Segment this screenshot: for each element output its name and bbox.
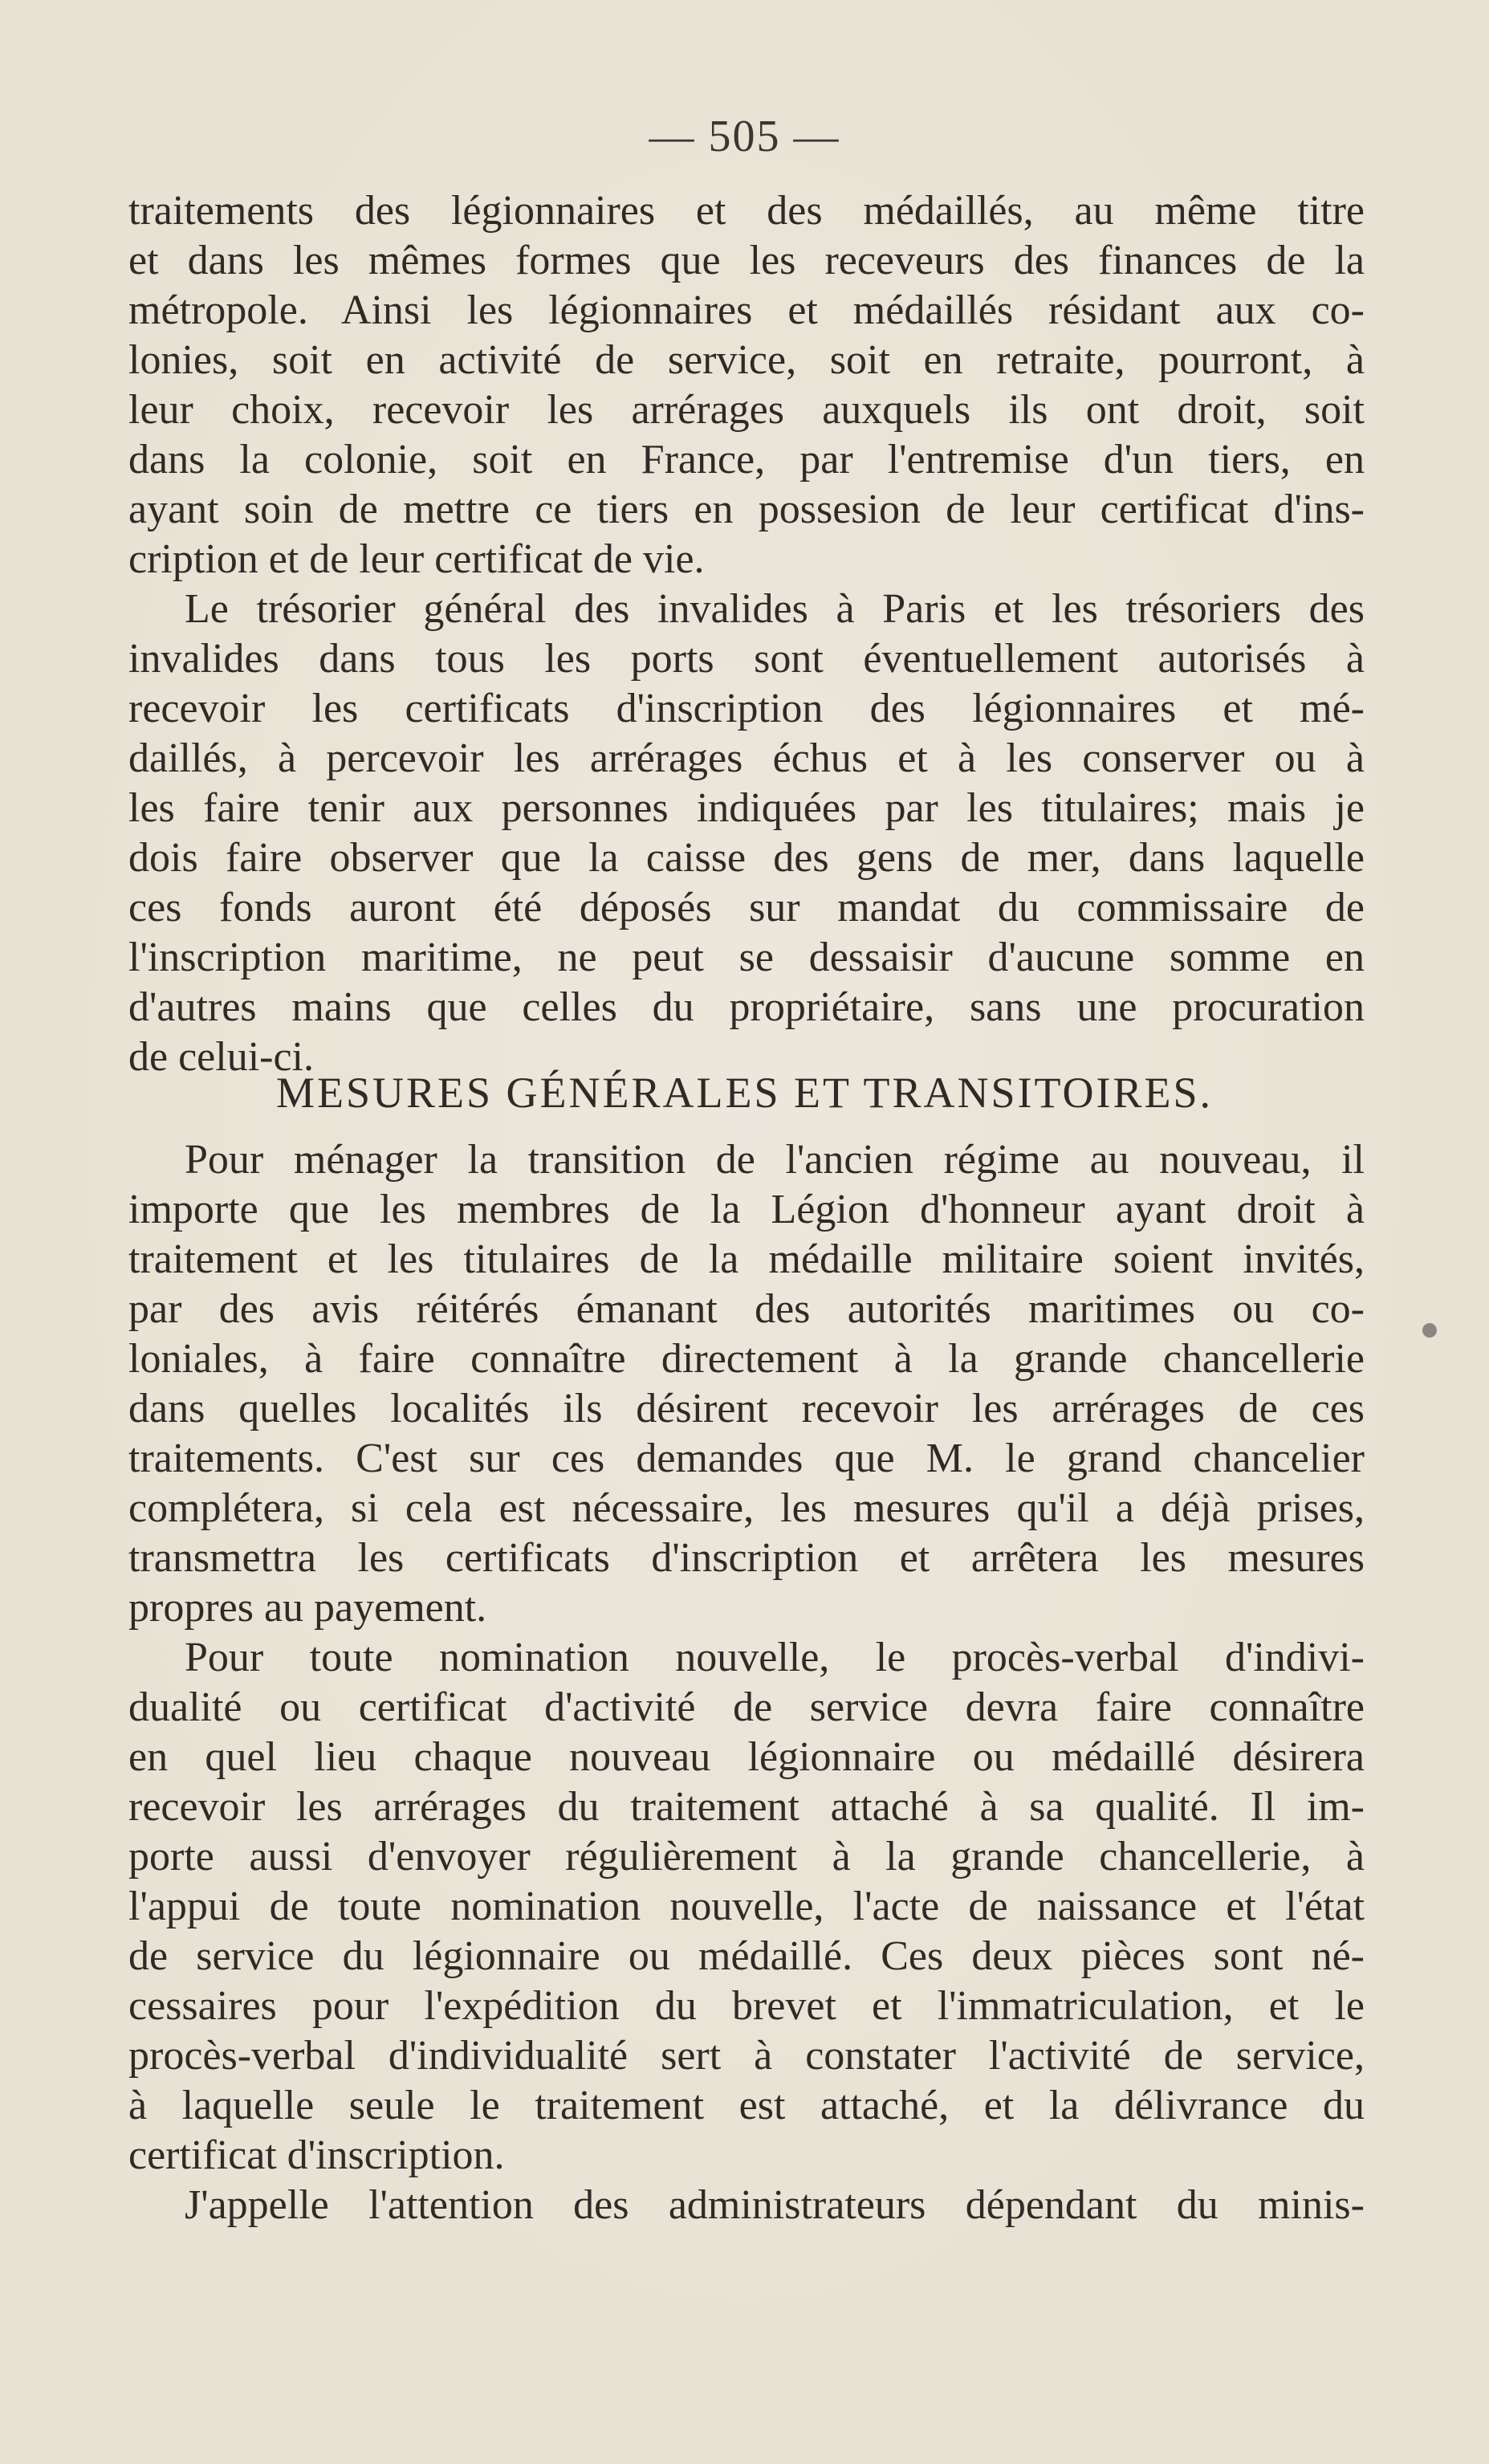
text-line: lonies, soit en activité de service, soit en retraite, pourront, à xyxy=(128,337,1365,383)
text-line: par des avis réitérés émanant des autorités maritimes ou co- xyxy=(128,1286,1365,1332)
text-line: daillés, à percevoir les arrérages échus et à les conserver ou à xyxy=(128,735,1365,781)
text-line: Pour ménager la transition de l'ancien régime au nouveau, il xyxy=(185,1137,1365,1183)
text-line: leur choix, recevoir les arrérages auxquels ils ont droit, soit xyxy=(128,387,1365,433)
text-line: l'inscription maritime, ne peut se dessaisir d'aucune somme en xyxy=(128,935,1365,980)
text-line: recevoir les certificats d'inscription des légionnaires et mé- xyxy=(128,686,1365,731)
text-line: traitements. C'est sur ces demandes que M. le grand chancelier xyxy=(128,1436,1365,1481)
text-line: dans quelles localités ils désirent recevoir les arrérages de ces xyxy=(128,1386,1365,1432)
text-line: transmettra les certificats d'inscription et arrêtera les mesures xyxy=(128,1535,1365,1581)
text-line: ayant soin de mettre ce tiers en possesion de leur certificat d'ins- xyxy=(128,487,1365,532)
text-line: traitements des légionnaires et des médaillés, au même titre xyxy=(128,188,1365,234)
text-line: l'appui de toute nomination nouvelle, l'acte de naissance et l'état xyxy=(128,1884,1365,1929)
text-line: Pour toute nomination nouvelle, le procès-verbal d'indivi- xyxy=(185,1635,1365,1680)
text-line: propres au payement. xyxy=(128,1585,487,1631)
text-line: d'autres mains que celles du propriétaire, sans une procuration xyxy=(128,984,1365,1030)
text-line: de service du légionnaire ou médaillé. Ces deux pièces sont né- xyxy=(128,1933,1365,1979)
text-line: recevoir les arrérages du traitement attaché à sa qualité. Il im- xyxy=(128,1784,1365,1830)
text-line: dois faire observer que la caisse des gens de mer, dans laquelle xyxy=(128,835,1365,881)
ink-speck xyxy=(1422,1323,1437,1338)
text-line: et dans les mêmes formes que les receveurs des finances de la xyxy=(128,238,1365,283)
text-line: ces fonds auront été déposés sur mandat du commissaire de xyxy=(128,885,1365,931)
text-line: procès-verbal d'individualité sert à constater l'activité de service, xyxy=(128,2033,1365,2079)
text-line: dans la colonie, soit en France, par l'entremise d'un tiers, en xyxy=(128,437,1365,483)
text-line: cription et de leur certificat de vie. xyxy=(128,536,705,582)
text-line: loniales, à faire connaître directement à la grande chancellerie xyxy=(128,1336,1365,1382)
text-line: certificat d'inscription. xyxy=(128,2132,505,2178)
text-line: les faire tenir aux personnes indiquées par les titulaires; mais je xyxy=(128,785,1365,831)
page-number: — 505 — xyxy=(649,112,840,161)
text-line: à laquelle seule le traitement est attaché, et la délivrance du xyxy=(128,2083,1365,2128)
section-heading: MESURES GÉNÉRALES ET TRANSITOIRES. xyxy=(275,1069,1214,1117)
text-line: de celui-ci. xyxy=(128,1034,314,1080)
text-line: traitement et les titulaires de la médaille militaire soient invités, xyxy=(128,1236,1365,1282)
text-line: invalides dans tous les ports sont éventuellement autorisés à xyxy=(128,636,1365,682)
text-line: dualité ou certificat d'activité de service devra faire connaître xyxy=(128,1684,1365,1730)
text-line: Le trésorier général des invalides à Paris et les trésoriers des xyxy=(185,586,1365,632)
text-line: J'appelle l'attention des administrateurs dépendant du minis- xyxy=(185,2182,1365,2228)
text-line: en quel lieu chaque nouveau légionnaire ou médaillé désirera xyxy=(128,1734,1365,1780)
text-line: porte aussi d'envoyer régulièrement à la grande chancellerie, à xyxy=(128,1834,1365,1880)
text-line: métropole. Ainsi les légionnaires et médaillés résidant aux co- xyxy=(128,287,1365,333)
text-line: importe que les membres de la Légion d'honneur ayant droit à xyxy=(128,1187,1365,1232)
text-line: cessaires pour l'expédition du brevet et l'immatriculation, et le xyxy=(128,1983,1365,2029)
text-line: complétera, si cela est nécessaire, les mesures qu'il a déjà prises, xyxy=(128,1485,1365,1531)
